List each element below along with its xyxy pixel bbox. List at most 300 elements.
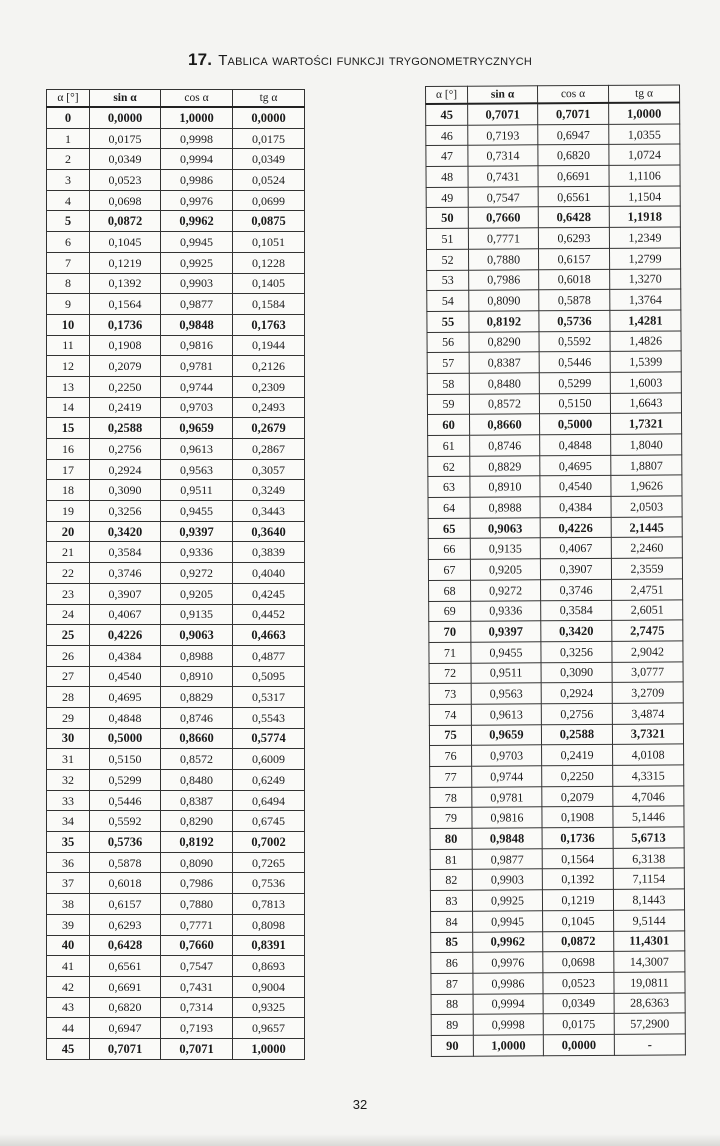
cell-sin: 0,8829	[470, 455, 540, 476]
cell-sin: 0,1392	[90, 273, 161, 294]
cell-angle: 72	[429, 663, 471, 684]
table-row	[429, 661, 683, 683]
cell-tg: 0,3839	[233, 542, 305, 563]
cell-cos: 0,2924	[541, 683, 612, 704]
table-row	[431, 992, 685, 1014]
table-row	[47, 397, 305, 418]
cell-tg: 0,0875	[233, 211, 305, 232]
table-row	[47, 894, 305, 915]
cell-cos: 0,0349	[543, 993, 614, 1014]
cell-angle: 61	[428, 435, 470, 456]
table-row	[47, 873, 305, 894]
table-row	[427, 310, 681, 332]
cell-tg: 0,9004	[233, 976, 305, 997]
table-row	[47, 252, 305, 273]
cell-angle: 19	[47, 501, 90, 522]
cell-sin: 0,6947	[90, 1018, 161, 1039]
cell-tg: 0,8693	[233, 956, 305, 977]
table-row	[429, 682, 683, 704]
cell-tg: 0,3057	[233, 459, 305, 480]
cell-sin: 0,2588	[90, 418, 161, 439]
table-row	[47, 232, 305, 253]
cell-cos: 0,7431	[161, 976, 233, 997]
cell-tg: 14,3007	[614, 951, 685, 972]
cell-angle: 10	[47, 314, 90, 335]
cell-angle: 54	[427, 290, 469, 311]
header-tg: tg α	[608, 85, 679, 103]
cell-cos: 0,4384	[540, 496, 611, 517]
cell-sin: 0,2250	[90, 376, 161, 397]
table-row	[47, 335, 305, 356]
cell-cos: 0,5446	[539, 352, 610, 373]
table-row	[427, 268, 681, 290]
table-row	[430, 786, 684, 808]
table-row	[47, 107, 305, 128]
table-row	[430, 827, 684, 849]
cell-sin: 0,9998	[473, 1014, 543, 1035]
cell-angle: 4	[47, 190, 90, 211]
table-row	[426, 227, 680, 249]
cell-cos: 0,8387	[161, 790, 233, 811]
section-number: 17.	[187, 50, 213, 69]
cell-sin: 0,7314	[468, 145, 538, 166]
cell-sin: 0,8480	[469, 373, 539, 394]
cell-cos: 0,1564	[542, 848, 613, 869]
cell-angle: 8	[47, 273, 90, 294]
cell-sin: 0,5592	[90, 811, 161, 832]
table-row	[429, 599, 683, 621]
cell-tg: 0,5095	[233, 666, 305, 687]
cell-tg: 0,3640	[233, 521, 305, 542]
cell-sin: 0,9816	[472, 807, 542, 828]
cell-sin: 0,7071	[90, 1038, 161, 1059]
cell-tg: 3,7321	[612, 724, 683, 745]
cell-tg: 0,6249	[233, 770, 305, 791]
cell-cos: 0,2250	[542, 765, 613, 786]
cell-sin: 0,8192	[469, 311, 539, 332]
table-row	[426, 206, 680, 228]
cell-sin: 0,7071	[468, 103, 538, 125]
cell-tg: 0,3443	[233, 501, 305, 522]
table-row	[47, 376, 305, 397]
cell-tg: 0,1228	[233, 252, 305, 273]
cell-tg: 0,4040	[233, 563, 305, 584]
table-row	[429, 703, 683, 725]
table-row	[47, 1038, 305, 1059]
trig-table-left	[46, 89, 305, 1060]
cell-cos: 0,9511	[161, 480, 233, 501]
table-row	[431, 1034, 685, 1056]
table-row	[427, 351, 681, 373]
cell-tg: 5,6713	[613, 827, 684, 848]
cell-angle: 68	[429, 580, 471, 601]
cell-cos: 0,9816	[161, 335, 233, 356]
table-row	[431, 951, 685, 973]
cell-tg: 1,9626	[611, 475, 682, 496]
cell-sin: 0,6561	[90, 956, 161, 977]
cell-tg: 1,6643	[610, 393, 681, 414]
cell-sin: 0,9659	[471, 724, 541, 745]
cell-sin: 0,0175	[90, 128, 161, 149]
table-row	[47, 790, 305, 811]
cell-tg: 0,7813	[233, 894, 305, 915]
cell-angle: 36	[47, 852, 90, 873]
table-row	[430, 889, 684, 911]
cell-tg: 3,0777	[612, 661, 683, 682]
cell-angle: 51	[426, 228, 468, 249]
cell-tg: 0,4877	[233, 645, 305, 666]
cell-cos: 0,9397	[161, 521, 233, 542]
cell-angle: 45	[47, 1038, 90, 1059]
cell-sin: 0,4226	[90, 625, 161, 646]
cell-sin: 0,7431	[468, 166, 538, 187]
cell-cos: 0,5736	[539, 310, 610, 331]
cell-sin: 0,9994	[473, 993, 543, 1014]
cell-cos: 0,8910	[161, 666, 233, 687]
cell-cos: 0,1392	[542, 869, 613, 890]
cell-cos: 0,8090	[161, 852, 233, 873]
cell-cos: 0,7986	[161, 873, 233, 894]
cell-angle: 67	[428, 559, 470, 580]
table-row	[426, 124, 680, 146]
cell-angle: 83	[430, 890, 472, 911]
cell-angle: 2	[47, 149, 90, 170]
cell-tg: 0,6009	[233, 749, 305, 770]
cell-angle: 27	[47, 666, 90, 687]
cell-sin: 0,9781	[472, 786, 542, 807]
cell-cos: 0,9272	[161, 563, 233, 584]
cell-cos: 0,3090	[541, 662, 612, 683]
cell-angle: 50	[426, 208, 468, 229]
table-row	[431, 972, 685, 994]
table-row	[47, 770, 305, 791]
cell-tg: 2,7475	[612, 620, 683, 641]
cell-sin: 0,1045	[90, 232, 161, 253]
cell-sin: 0,8660	[470, 414, 540, 435]
cell-sin: 0,9903	[472, 869, 542, 890]
cell-cos: 0,9744	[161, 376, 233, 397]
cell-tg: 57,2900	[614, 1013, 685, 1034]
cell-angle: 3	[47, 170, 90, 191]
cell-angle: 1	[47, 128, 90, 149]
cell-cos: 0,4067	[540, 538, 611, 559]
cell-angle: 17	[47, 459, 90, 480]
cell-angle: 71	[429, 642, 471, 663]
cell-sin: 0,6018	[90, 873, 161, 894]
table-row	[47, 832, 305, 853]
cell-tg: 0,1763	[233, 314, 305, 335]
cell-sin: 0,1219	[90, 252, 161, 273]
table-row	[47, 749, 305, 770]
cell-angle: 45	[426, 104, 468, 125]
table-row	[427, 331, 681, 353]
cell-angle: 53	[427, 270, 469, 291]
cell-tg: 1,0000	[609, 102, 680, 124]
cell-cos: 0,5878	[539, 290, 610, 311]
table-row	[428, 517, 682, 539]
cell-cos: 0,8746	[161, 707, 233, 728]
cell-angle: 44	[47, 1018, 90, 1039]
cell-sin: 0,3420	[90, 521, 161, 542]
header-tg: tg α	[233, 90, 305, 108]
cell-sin: 1,0000	[473, 1035, 543, 1056]
cell-tg: 1,0724	[609, 144, 680, 165]
header-cos: cos α	[538, 85, 609, 103]
cell-tg: 28,6363	[614, 992, 685, 1013]
cell-sin: 0,8988	[470, 497, 540, 518]
cell-cos: 0,6561	[538, 186, 609, 207]
cell-sin: 0,8910	[470, 476, 540, 497]
cell-sin: 0,1908	[90, 335, 161, 356]
table-row	[47, 459, 305, 480]
table-row	[426, 102, 680, 125]
cell-cos: 0,9455	[161, 501, 233, 522]
table-header-row	[47, 90, 305, 108]
cell-sin: 0,9703	[472, 745, 542, 766]
cell-angle: 76	[430, 746, 472, 767]
table-row	[47, 583, 305, 604]
table-row	[47, 273, 305, 294]
cell-cos: 0,7880	[161, 894, 233, 915]
cell-cos: 0,9135	[161, 604, 233, 625]
cell-tg: 3,4874	[612, 703, 683, 724]
table-row	[430, 744, 684, 766]
cell-tg: 0,1944	[233, 335, 305, 356]
cell-tg: 6,3138	[613, 848, 684, 869]
cell-angle: 24	[47, 604, 90, 625]
cell-tg: 2,1445	[611, 517, 682, 538]
cell-cos: 0,9703	[161, 397, 233, 418]
cell-sin: 0,9613	[471, 704, 541, 725]
cell-tg: 2,3559	[611, 558, 682, 579]
cell-cos: 0,9877	[161, 294, 233, 315]
table-row	[428, 496, 682, 518]
cell-tg: 0,1584	[233, 294, 305, 315]
cell-angle: 70	[429, 621, 471, 642]
table-row	[430, 765, 684, 787]
cell-sin: 0,3746	[90, 563, 161, 584]
cell-angle: 57	[427, 352, 469, 373]
cell-tg: 1,1106	[609, 165, 680, 186]
cell-angle: 7	[47, 252, 90, 273]
cell-angle: 40	[47, 935, 90, 956]
cell-sin: 0,3256	[90, 501, 161, 522]
table-row	[428, 537, 682, 559]
cell-tg: 8,1443	[613, 889, 684, 910]
table-row	[431, 930, 685, 952]
cell-tg: 1,3270	[610, 268, 681, 289]
header-angle: α [°]	[426, 86, 468, 104]
cell-cos: 0,8988	[161, 645, 233, 666]
cell-tg: 0,9325	[233, 997, 305, 1018]
table-row	[431, 1013, 685, 1035]
table-row	[47, 625, 305, 646]
cell-cos: 0,9613	[161, 439, 233, 460]
cell-tg: 0,1405	[233, 273, 305, 294]
cell-angle: 9	[47, 294, 90, 315]
cell-tg: 1,5399	[610, 351, 681, 372]
table-row	[426, 186, 680, 208]
cell-angle: 49	[426, 187, 468, 208]
cell-angle: 85	[431, 932, 473, 953]
cell-angle: 55	[427, 311, 469, 332]
cell-tg: 1,8040	[611, 434, 682, 455]
table-row	[429, 724, 683, 746]
cell-cos: 0,6293	[538, 228, 609, 249]
table-row	[429, 620, 683, 642]
cell-sin: 0,9063	[470, 518, 540, 539]
cell-sin: 0,9135	[470, 538, 540, 559]
table-row	[47, 480, 305, 501]
cell-cos: 0,5150	[539, 393, 610, 414]
cell-sin: 0,9563	[471, 683, 541, 704]
cell-tg: 1,4281	[610, 310, 681, 331]
cell-angle: 77	[430, 766, 472, 787]
cell-angle: 90	[431, 1035, 473, 1056]
cell-angle: 46	[426, 125, 468, 146]
cell-cos: 0,3907	[540, 558, 611, 579]
table-row	[428, 558, 682, 580]
cell-tg: 0,6745	[233, 811, 305, 832]
cell-angle: 62	[428, 456, 470, 477]
cell-cos: 0,2756	[541, 703, 612, 724]
cell-tg: 0,7265	[233, 852, 305, 873]
cell-cos: 0,5592	[539, 331, 610, 352]
cell-cos: 0,9962	[161, 211, 233, 232]
table-row	[47, 997, 305, 1018]
cell-cos: 0,9205	[161, 583, 233, 604]
cell-angle: 31	[47, 749, 90, 770]
cell-cos: 0,0000	[543, 1034, 614, 1055]
table-row	[426, 248, 680, 270]
table-row	[47, 811, 305, 832]
cell-tg: 0,4663	[233, 625, 305, 646]
cell-sin: 0,3584	[90, 542, 161, 563]
table-row	[47, 149, 305, 170]
cell-sin: 0,8572	[469, 393, 539, 414]
table-row	[47, 956, 305, 977]
cell-cos: 0,7771	[161, 914, 233, 935]
table-row	[47, 439, 305, 460]
cell-cos: 0,0698	[543, 952, 614, 973]
cell-cos: 0,9063	[161, 625, 233, 646]
cell-angle: 66	[428, 539, 470, 560]
cell-cos: 0,9781	[161, 356, 233, 377]
table-row	[47, 170, 305, 191]
cell-angle: 39	[47, 914, 90, 935]
cell-sin: 0,8746	[470, 435, 540, 456]
cell-tg: 19,0811	[614, 972, 685, 993]
cell-cos: 0,8829	[161, 687, 233, 708]
cell-sin: 0,9945	[473, 911, 543, 932]
cell-sin: 0,2079	[90, 356, 161, 377]
cell-cos: 0,7547	[161, 956, 233, 977]
cell-sin: 0,4540	[90, 666, 161, 687]
cell-angle: 73	[429, 683, 471, 704]
table-row	[47, 666, 305, 687]
cell-tg: 0,7536	[233, 873, 305, 894]
cell-cos: 0,9336	[161, 542, 233, 563]
cell-cos: 0,5299	[539, 372, 610, 393]
cell-tg: 0,8391	[233, 935, 305, 956]
table-row	[429, 579, 683, 601]
cell-sin: 0,0523	[90, 170, 161, 191]
cell-sin: 0,6820	[90, 997, 161, 1018]
cell-cos: 0,1908	[542, 807, 613, 828]
cell-tg: 4,0108	[613, 744, 684, 765]
cell-sin: 0,7547	[468, 187, 538, 208]
cell-sin: 0,7193	[468, 124, 538, 145]
cell-cos: 0,9945	[161, 232, 233, 253]
table-row	[47, 294, 305, 315]
cell-angle: 25	[47, 625, 90, 646]
cell-cos: 0,7071	[161, 1038, 233, 1059]
cell-tg: 0,0000	[233, 107, 305, 128]
cell-sin: 0,5299	[90, 770, 161, 791]
cell-cos: 0,8660	[161, 728, 233, 749]
table-row	[427, 393, 681, 415]
cell-sin: 0,0872	[90, 211, 161, 232]
cell-sin: 0,3090	[90, 480, 161, 501]
cell-tg: 0,0175	[233, 128, 305, 149]
cell-angle: 5	[47, 211, 90, 232]
cell-angle: 14	[47, 397, 90, 418]
cell-angle: 47	[426, 146, 468, 167]
cell-angle: 56	[427, 332, 469, 353]
table-row	[47, 356, 305, 377]
cell-tg: 1,6003	[610, 372, 681, 393]
cell-angle: 35	[47, 832, 90, 853]
cell-cos: 0,9903	[161, 273, 233, 294]
table-row	[47, 314, 305, 335]
table-row	[429, 641, 683, 663]
cell-tg: 2,4751	[612, 579, 683, 600]
cell-sin: 0,9962	[473, 931, 543, 952]
cell-angle: 43	[47, 997, 90, 1018]
cell-sin: 0,9336	[471, 600, 541, 621]
trig-table-right	[425, 84, 686, 1056]
cell-sin: 0,9455	[471, 642, 541, 663]
cell-cos: 0,2079	[542, 786, 613, 807]
cell-cos: 0,9994	[161, 149, 233, 170]
cell-sin: 0,6428	[90, 935, 161, 956]
cell-angle: 86	[431, 952, 473, 973]
table-row	[47, 563, 305, 584]
cell-sin: 0,9205	[470, 559, 540, 580]
table-row	[47, 501, 305, 522]
cell-sin: 0,9272	[471, 580, 541, 601]
cell-tg: 0,3249	[233, 480, 305, 501]
cell-angle: 20	[47, 521, 90, 542]
cell-sin: 0,8387	[469, 352, 539, 373]
cell-sin: 0,5000	[90, 728, 161, 749]
cell-angle: 12	[47, 356, 90, 377]
cell-cos: 0,2419	[542, 745, 613, 766]
cell-tg: 4,7046	[613, 786, 684, 807]
cell-angle: 0	[47, 107, 90, 128]
cell-sin: 0,5736	[90, 832, 161, 853]
cell-sin: 0,4067	[90, 604, 161, 625]
table-row	[426, 165, 680, 187]
cell-sin: 0,4848	[90, 707, 161, 728]
cell-angle: 60	[428, 415, 470, 436]
cell-cos: 0,3420	[541, 621, 612, 642]
cell-cos: 0,3256	[541, 641, 612, 662]
cell-cos: 0,1219	[542, 889, 613, 910]
cell-tg: 2,6051	[612, 599, 683, 620]
cell-sin: 0,9397	[471, 621, 541, 642]
cell-cos: 0,4695	[540, 455, 611, 476]
